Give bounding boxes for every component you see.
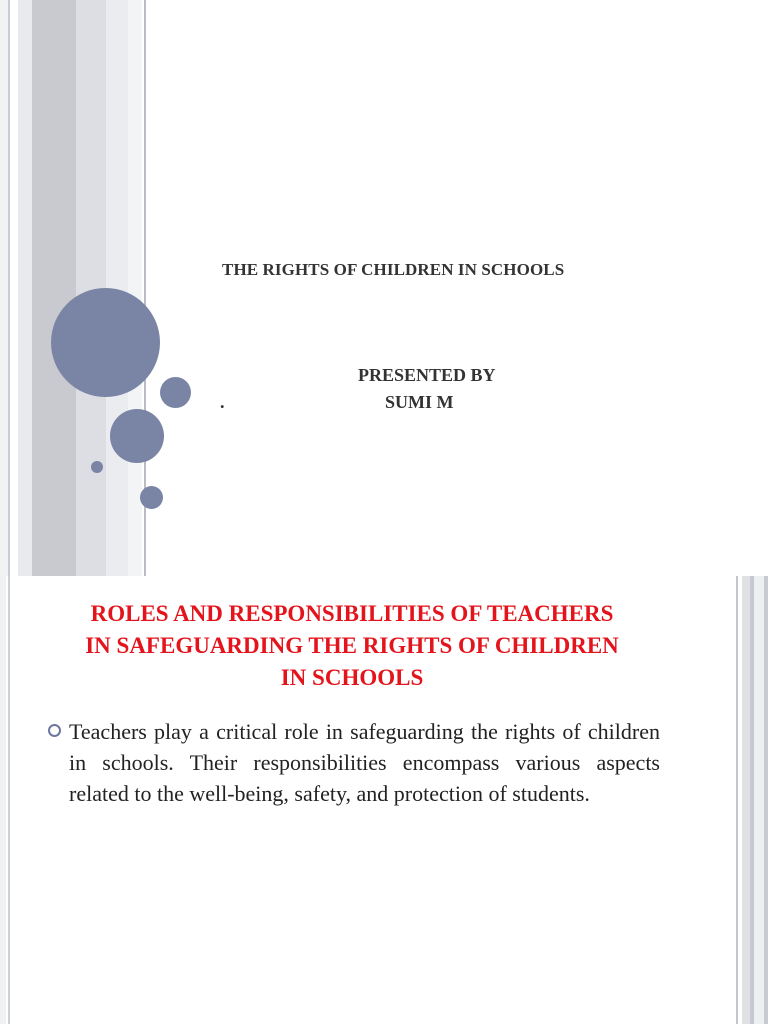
author-name: SUMI M	[385, 392, 454, 412]
decor-stripe	[128, 0, 142, 576]
slide-title: THE RIGHTS OF CHILDREN IN SCHOOLS	[222, 260, 565, 279]
decor-stripe	[32, 0, 76, 576]
slide-heading	[40, 598, 664, 694]
decor-circle-large	[51, 288, 160, 397]
bullet-text: Teachers play a critical role in safeguarding the rights of children in schools. Their responsibilities encompass various aspects related to the well-being, safety, and protection of students.	[69, 719, 660, 806]
heading-line: ROLES AND RESPONSIBILITIES OF TEACHERS	[90, 601, 614, 626]
stray-dot: .	[220, 392, 225, 412]
decor-circle-small	[160, 377, 191, 408]
decor-stripe	[0, 0, 8, 576]
decor-stripe	[742, 576, 750, 1024]
decor-stripe	[18, 0, 32, 576]
decor-stripe	[0, 576, 6, 1024]
decor-stripe	[754, 576, 764, 1024]
ring-bullet-icon	[48, 724, 61, 737]
decor-circle-small	[140, 486, 163, 509]
content-slide	[0, 576, 768, 1024]
heading-line: IN SCHOOLS	[280, 665, 424, 690]
decor-circle-medium	[110, 409, 164, 463]
decor-stripe	[8, 576, 10, 1024]
decor-stripe	[764, 576, 768, 1024]
presented-by-label: PRESENTED BY	[358, 365, 496, 385]
heading-line: IN SAFEGUARDING THE RIGHTS OF CHILDREN	[85, 633, 619, 658]
decor-stripe	[8, 0, 10, 576]
decor-circle-tiny	[91, 461, 103, 473]
bullet-item	[48, 716, 660, 809]
decor-stripe	[736, 576, 738, 1024]
